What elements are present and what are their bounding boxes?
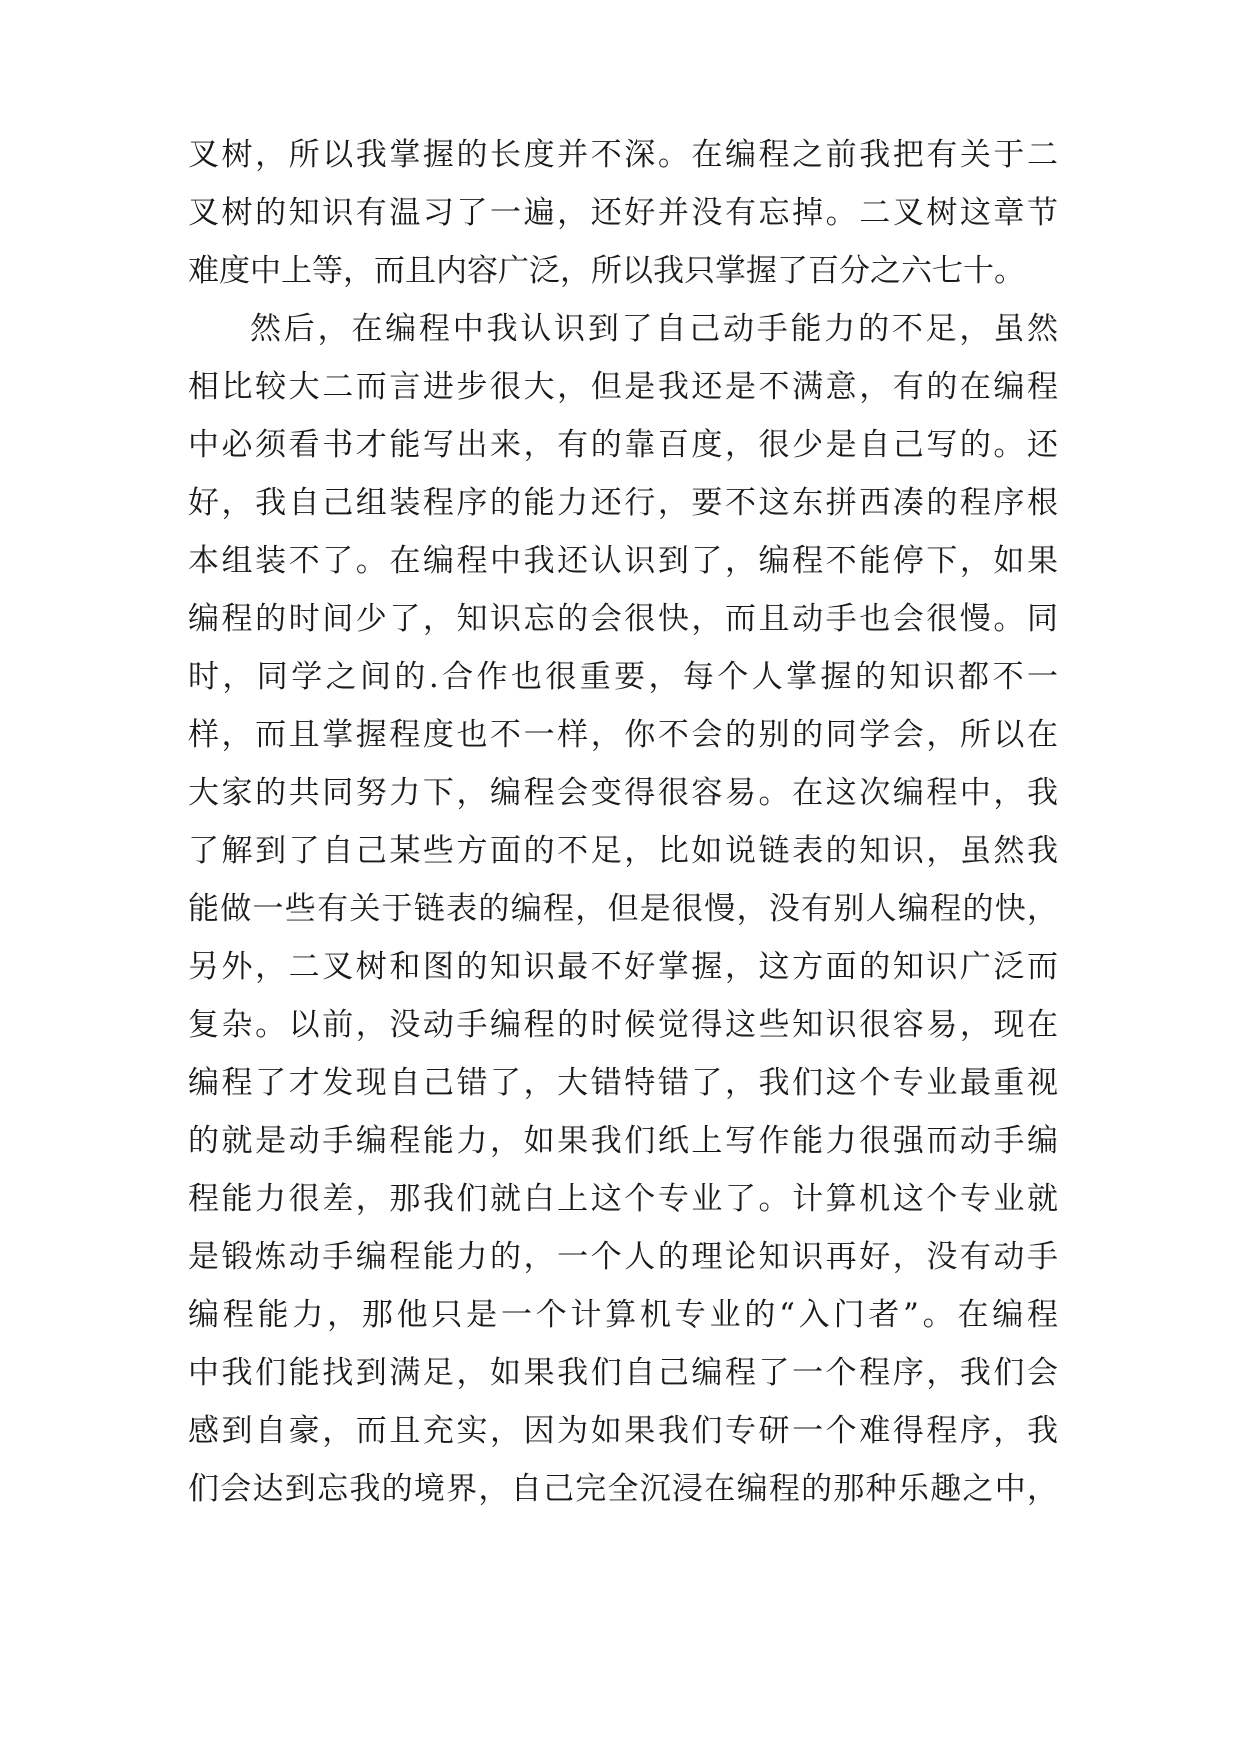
text-line: 编程了才发现自己错了，大错特错了，我们这个专业最重视 <box>188 1065 1058 1101</box>
text-line: 感到自豪，而且充实，因为如果我们专研一个难得程序，我 <box>188 1413 1058 1449</box>
text-line: 叉树，所以我掌握的长度并不深。在编程之前我把有关于二 <box>188 137 1058 173</box>
text-line: 本组装不了。在编程中我还认识到了，编程不能停下，如果 <box>188 543 1058 579</box>
text-line: 好，我自己组装程序的能力还行，要不这东拼西凑的程序根 <box>188 485 1058 521</box>
text-line: 们会达到忘我的境界，自己完全沉浸在编程的那种乐趣之中， <box>188 1471 1058 1507</box>
text-line: 中我们能找到满足，如果我们自己编程了一个程序，我们会 <box>188 1355 1058 1391</box>
text-line: 能做一些有关于链表的编程，但是很慢，没有别人编程的快， <box>188 891 1058 927</box>
paragraph-first-line: 然后，在编程中我认识到了自己动手能力的不足，虽然 <box>250 311 1058 347</box>
text-line: 样，而且掌握程度也不一样，你不会的别的同学会，所以在 <box>188 717 1058 753</box>
body-text <box>188 126 1058 1518</box>
text-line: 另外，二叉树和图的知识最不好掌握，这方面的知识广泛而 <box>188 949 1058 985</box>
text-line: 编程能力，那他只是一个计算机专业的“入门者”。在编程 <box>188 1297 1058 1333</box>
text-line: 编程的时间少了，知识忘的会很快，而且动手也会很慢。同 <box>188 601 1058 637</box>
text-line: 大家的共同努力下，编程会变得很容易。在这次编程中，我 <box>188 775 1058 811</box>
text-line: 了解到了自己某些方面的不足，比如说链表的知识，虽然我 <box>188 833 1058 869</box>
text-line: 中必须看书才能写出来，有的靠百度，很少是自己写的。还 <box>188 427 1058 463</box>
text-line: 是锻炼动手编程能力的，一个人的理论知识再好，没有动手 <box>188 1239 1058 1275</box>
text-line: 难度中上等，而且内容广泛，所以我只掌握了百分之六七十。 <box>188 253 1025 289</box>
text-line: 时，同学之间的.合作也很重要，每个人掌握的知识都不一 <box>188 659 1058 695</box>
text-line: 复杂。以前，没动手编程的时候觉得这些知识很容易，现在 <box>188 1007 1058 1043</box>
text-line: 的就是动手编程能力，如果我们纸上写作能力很强而动手编 <box>188 1123 1058 1159</box>
text-line: 程能力很差，那我们就白上这个专业了。计算机这个专业就 <box>188 1181 1058 1217</box>
text-line: 相比较大二而言进步很大，但是我还是不满意，有的在编程 <box>188 369 1058 405</box>
text-line: 叉树的知识有温习了一遍，还好并没有忘掉。二叉树这章节 <box>188 195 1058 231</box>
